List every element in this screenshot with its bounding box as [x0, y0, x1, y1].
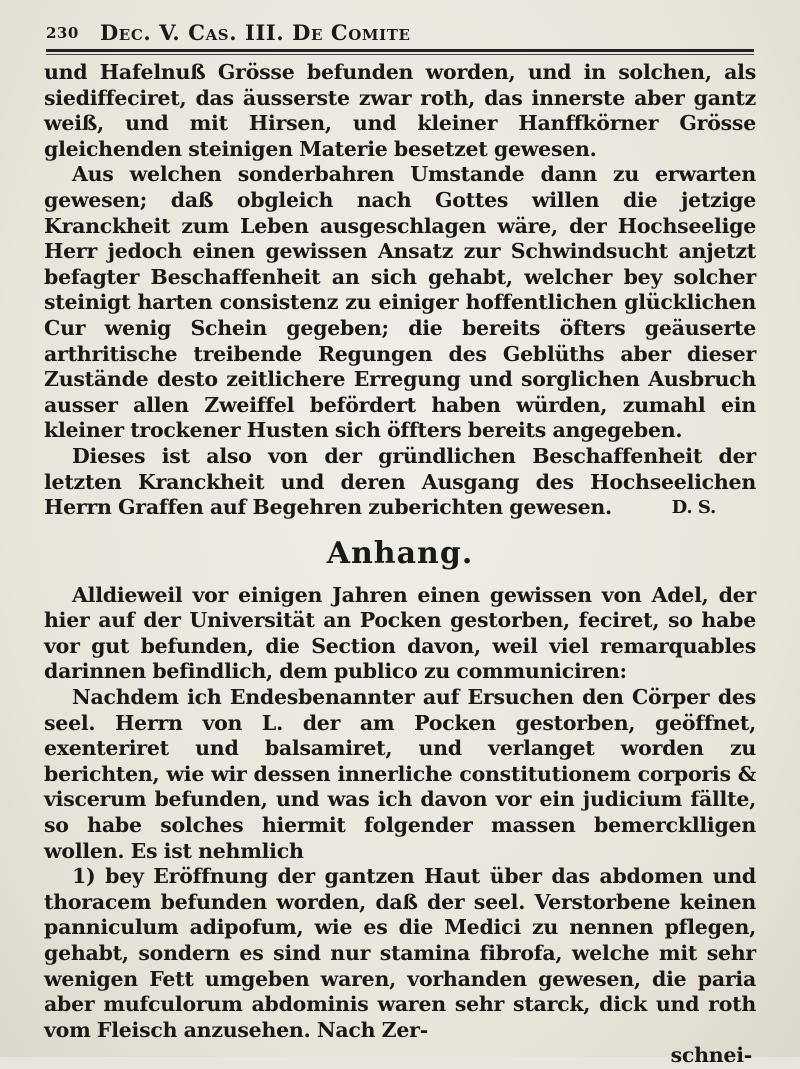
appendix-paragraph: Nachdem ich Endesbenannter auf Ersuchen den Cörper des seel. Herrn von L. der am Pocken gestorben, geöffnet, exenteriret und balsamiret, und verlanget worden zu berichten, wie wir dessen innerliche constitutionem corporis & viscerum befunden, und was ich davon vor ein judicium fällte, so habe solches hiermit folgender massen bemercklligen wollen. Es ist nehmlich [44, 685, 756, 863]
page-header [46, 14, 746, 48]
appendix-paragraph: Alldieweil vor einigen Jahren einen gewissen von Adel, der hier auf der Universität an Pocken gestorben, feciret, so habe vor gut befunden, die Section davon, weil viel remarquables darinnen befindlich, dem publico zu communiciren: [44, 582, 756, 684]
paragraph: Dieses ist also von der gründlichen Beschaffenheit der letzten Kranckheit und deren Ausgang des Hochseelichen Herrn Graffen auf Begehren zuberichten gewesen. [44, 443, 756, 520]
paragraph: und Hafelnuß Grösse befunden worden, und in solchen, als siediffeciret, das äusserste zwar roth, das innerste aber gantz weiß, und mit Hirsen, und kleiner Hanffkörner Grösse gleichenden steinigen Materie besetzet gewesen. [44, 60, 756, 161]
paragraph: Aus welchen sonderbahren Umstande dann zu erwarten gewesen; daß obgleich nach Gottes willen die jetzige Kranckheit zum Leben ausgeschlagen wäre, der Hochseelige Herr jedoch einen gewissen Ansatz zur Schwindsucht anjetzt befagter Beschaffenheit an sich gehabt, welcher bey solcher steinigt harten consistenz zu einiger hoffentlichen glücklichen Cur wenig Schein gegeben; die bereits öfters geäuserte arthritische treibende Regungen des Geblüths aber dieser Zustände desto zeitlichere Erregung und sorglichen Ausbruch ausser allen Zweiffel befördert haben würden, zumahl ein kleiner trockener Husten sich öffters bereits angegeben. [44, 162, 756, 443]
section-heading: Anhang. [326, 535, 474, 571]
header-rule-thin [46, 54, 754, 55]
header-rule [46, 49, 754, 52]
signature: D. S. [671, 497, 716, 519]
body-text [44, 60, 756, 1069]
appendix-paragraph: 1) bey Eröffnung der gantzen Haut über das abdomen und thoracem befunden worden, daß der seel. Verstorbene keinen panniculum adipofum, wie es die Medici zu nennen pflegen, gehabt, sondern es sind nur stamina fibrofa, welche mit sehr wenigen Fett umgeben waren, vorhanden gewesen, die paria aber mufculorum abdominis waren sehr starck, dick und roth vom Fleisch anzusehen. Nach Zer- [44, 864, 756, 1042]
running-head: Dec. V. Cas. III. De Comite [100, 20, 411, 45]
catchword: schnei- [670, 1043, 752, 1068]
page-number: 230 [46, 24, 79, 42]
